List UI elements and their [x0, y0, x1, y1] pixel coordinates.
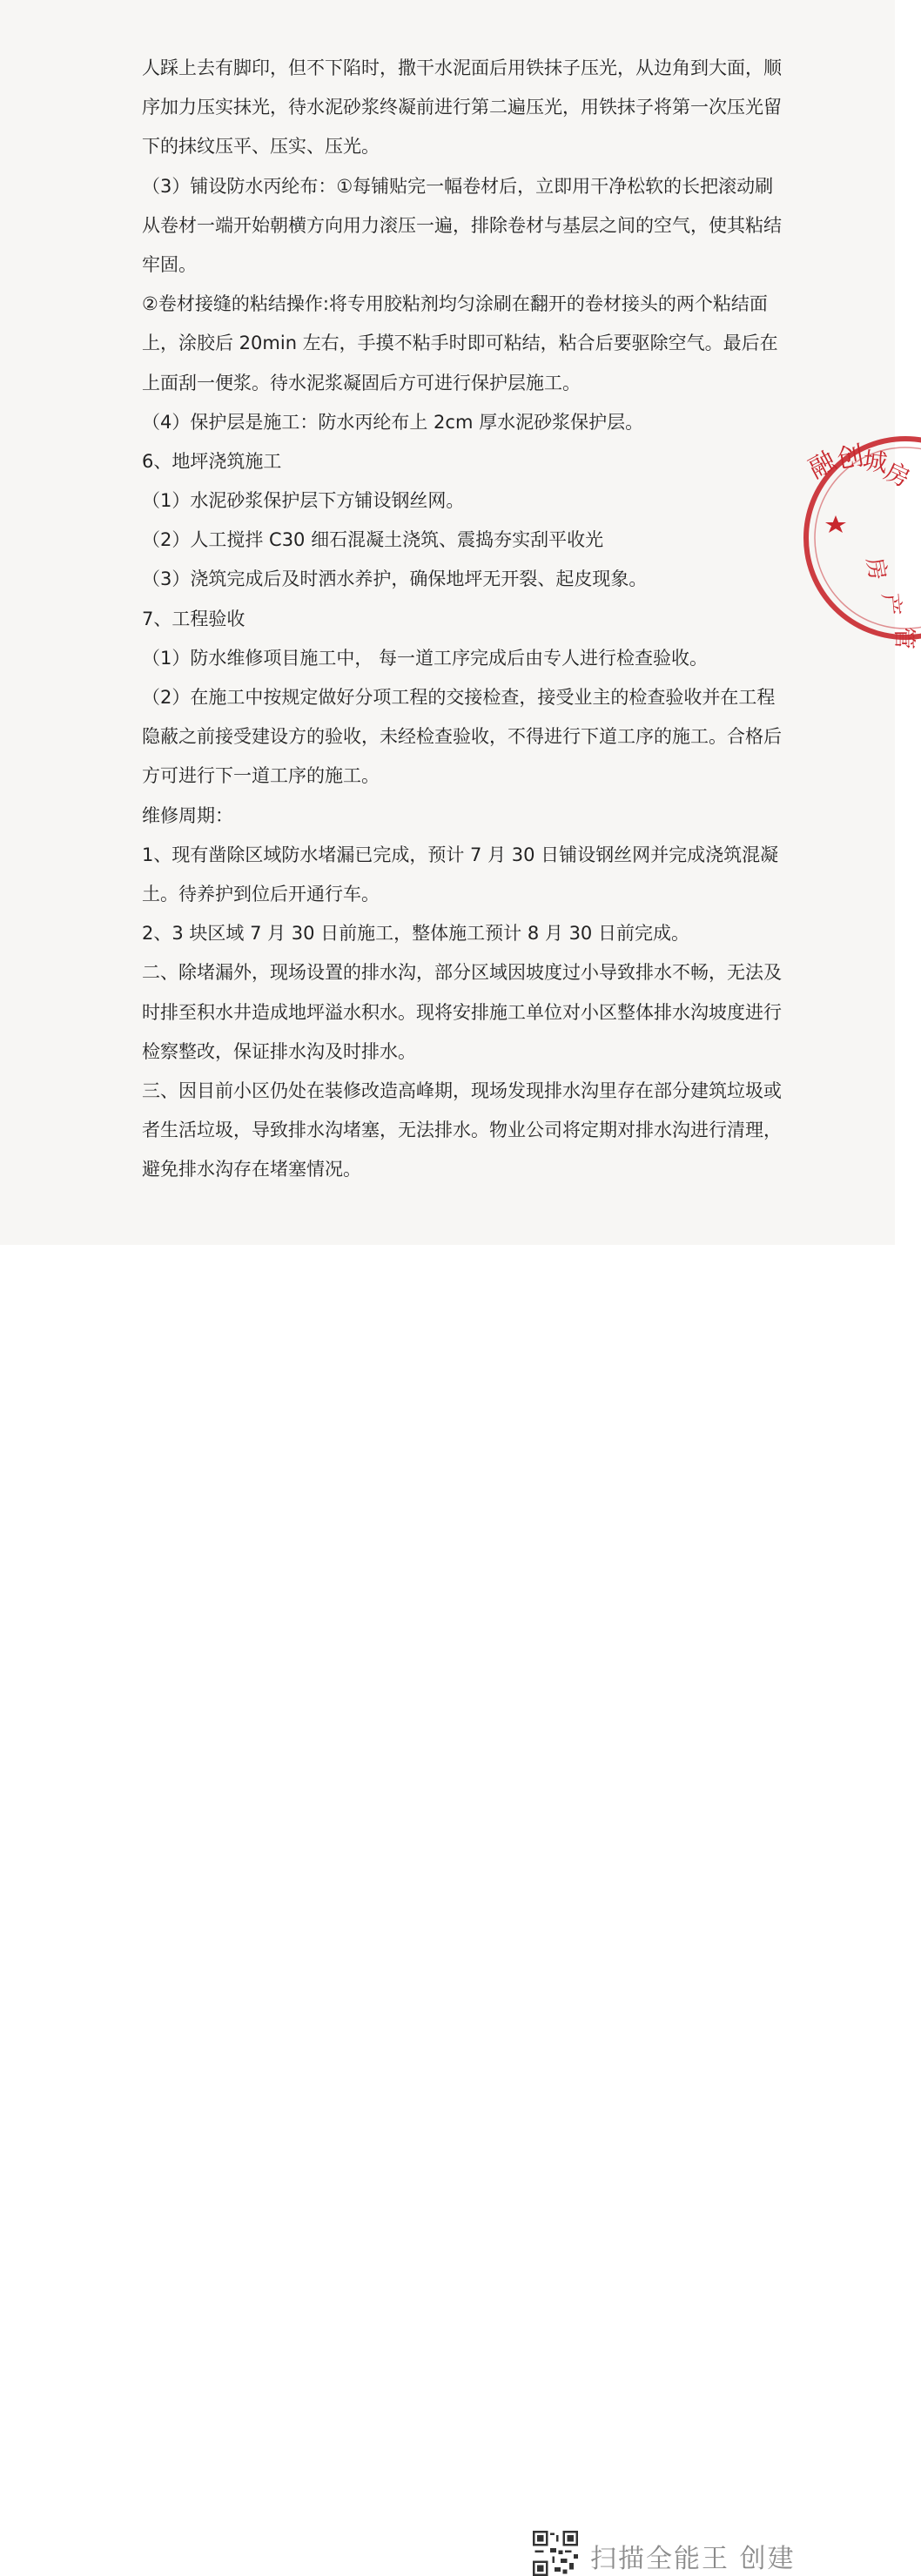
text-line: 下的抹纹压平、压实、压光。 — [142, 136, 380, 158]
section-heading: 6、地坪浇筑施工 — [142, 450, 282, 472]
text-line: （1）防水维修项目施工中， 每一道工序完成后由专人进行检查验收。 — [142, 647, 709, 669]
text-line: 方可进行下一道工序的施工。 — [142, 765, 380, 787]
text-line: 上面刮一便浆。待水泥浆凝固后方可进行保护层施工。 — [142, 372, 581, 393]
text-line: 三、因目前小区仍处在装修改造高峰期，现场发现排水沟里存在部分建筑垃圾或 — [142, 1079, 782, 1101]
text-line: 时排至积水井造成地坪溢水积水。现将安排施工单位对小区整体排水沟坡度进行 — [142, 1001, 782, 1023]
text-line: 避免排水沟存在堵塞情况。 — [142, 1159, 361, 1180]
text-line: 上，涂胶后 20min 左右，手摸不粘手时即可粘结，粘合后要驱除空气。最后在 — [142, 333, 778, 354]
text-line: （2）在施工中按规定做好分项工程的交接检查，接受业主的检查验收并在工程 — [142, 687, 776, 708]
section-heading: 维修周期： — [142, 804, 233, 826]
text-line: 土。待养护到位后开通行车。 — [142, 883, 380, 905]
section-heading: 7、工程验收 — [142, 608, 245, 629]
text-line: （3）浇筑完成后及时洒水养护，确保地坪无开裂、起皮现象。 — [142, 568, 648, 590]
scanned-page — [0, 0, 917, 1245]
text-line: ②卷材接缝的粘结操作:将专用胶粘剂均匀涂刷在翻开的卷材接头的两个粘结面 — [142, 293, 768, 315]
text-line: 2、3 块区域 7 月 30 日前施工，整体施工预计 8 月 30 日前完成。 — [142, 923, 689, 945]
text-line: （4）保护层是施工：防水丙纶布上 2cm 厚水泥砂浆保护层。 — [142, 411, 644, 433]
svg-text:城: 城 — [861, 446, 890, 478]
text-line: 二、除堵漏外，现场设置的排水沟，部分区域因坡度过小导致排水不畅，无法及 — [142, 962, 782, 984]
scanner-app-brand: 扫描全能王 创建 — [590, 2544, 796, 2574]
text-line: 人踩上去有脚印，但不下陷时，撒干水泥面后用铁抹子压光，从边角到大面，顺 — [142, 57, 782, 78]
svg-text:房: 房 — [880, 456, 915, 494]
svg-text:管: 管 — [891, 627, 917, 650]
qr-code-icon — [533, 2531, 578, 2576]
svg-text:房: 房 — [861, 555, 891, 582]
company-seal-stamp — [799, 428, 921, 648]
text-line: 者生活垃圾，导致排水沟堵塞，无法排水。物业公司将定期对排水沟进行清理， — [142, 1120, 782, 1141]
text-line: 隐蔽之前接受建设方的验收，未经检查验收，不得进行下道工序的施工。合格后 — [142, 726, 782, 748]
text-line: 1、现有凿除区域防水堵漏已完成，预计 7 月 30 日铺设钢丝网并完成浇筑混凝 — [142, 844, 779, 865]
text-line: 序加力压实抹光，待水泥砂浆终凝前进行第二遍压光，用铁抹子将第一次压光留 — [142, 97, 782, 118]
svg-text:融: 融 — [803, 446, 842, 486]
svg-text:产: 产 — [877, 591, 905, 617]
svg-text:创: 创 — [835, 441, 866, 475]
text-line: 检察整改，保证排水沟及时排水。 — [142, 1040, 416, 1062]
document-body — [142, 49, 782, 1189]
text-line: 从卷材一端开始朝横方向用力滚压一遍，排除卷材与基层之间的空气，使其粘结 — [142, 214, 782, 236]
text-line: （1）水泥砂浆保护层下方铺设钢丝网。 — [142, 490, 465, 512]
text-line: 牢固。 — [142, 253, 197, 275]
scanner-watermark-footer — [0, 1245, 895, 2574]
text-line: （2）人工搅拌 C30 细石混凝土浇筑、震捣夯实刮平收光 — [142, 529, 604, 551]
text-line: （3）铺设防水丙纶布：①每铺贴完一幅卷材后，立即用干净松软的长把滚动刷 — [142, 175, 774, 197]
